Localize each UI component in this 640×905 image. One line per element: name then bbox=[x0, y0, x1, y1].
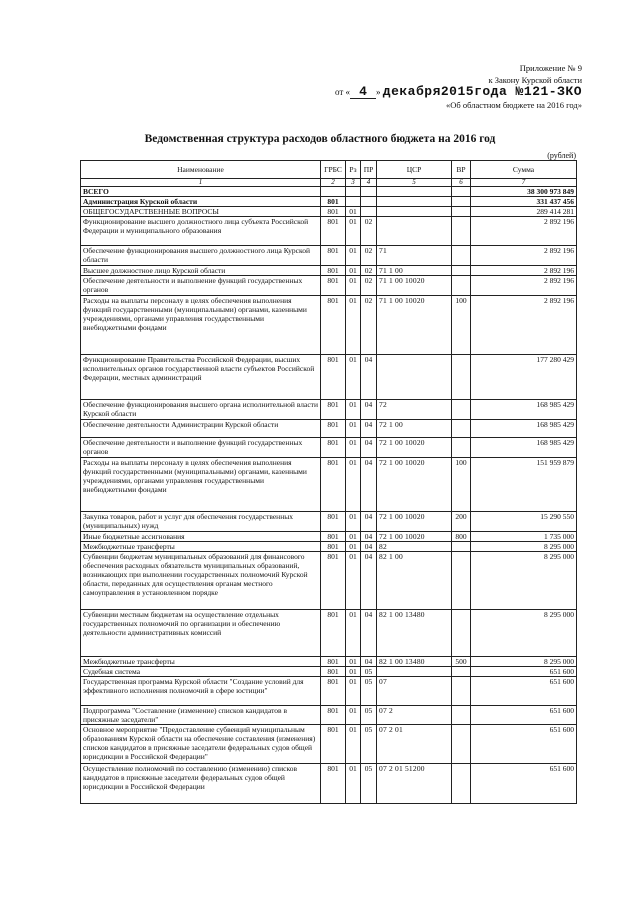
row-grbs-cell: 801 bbox=[321, 667, 346, 677]
row-rz-cell: 01 bbox=[346, 355, 361, 400]
row-name-cell: Обеспечение деятельности и выполнение функций государственных органов bbox=[81, 276, 321, 296]
row-name-cell: Обеспечение функционирования высшего должностного лица Курской области bbox=[81, 246, 321, 266]
row-pr-cell: 02 bbox=[361, 217, 377, 246]
row-vr-cell bbox=[452, 266, 471, 276]
row-pr-cell: 04 bbox=[361, 355, 377, 400]
row-csr-cell: 72 1 00 10020 bbox=[377, 512, 452, 532]
row-sum-cell: 168 985 429 bbox=[471, 400, 577, 420]
row-vr-cell bbox=[452, 400, 471, 420]
row-csr-cell: 72 1 00 10020 bbox=[377, 532, 452, 542]
row-sum-cell: 177 280 429 bbox=[471, 355, 577, 400]
row-name-cell: ВСЕГО bbox=[81, 187, 321, 197]
row-pr-cell: 02 bbox=[361, 266, 377, 276]
row-grbs-cell: 801 bbox=[321, 276, 346, 296]
row-sum-cell: 289 414 281 bbox=[471, 207, 577, 217]
row-rz-cell: 01 bbox=[346, 657, 361, 667]
row-grbs-cell: 801 bbox=[321, 438, 346, 458]
header-pr: ПР bbox=[361, 161, 377, 179]
row-name-cell: Расходы на выплаты персоналу в целях обеспечения выполнения функций государственными (муниципальными) органами, казенными учреждениями, органами управления государственными внебюджетными фондами bbox=[81, 458, 321, 512]
row-grbs-cell: 801 bbox=[321, 542, 346, 552]
table-row bbox=[81, 296, 577, 355]
date-mid: » bbox=[376, 87, 383, 97]
row-rz-cell: 01 bbox=[346, 266, 361, 276]
row-vr-cell bbox=[452, 552, 471, 610]
row-grbs-cell: 801 bbox=[321, 706, 346, 725]
row-sum-cell: 651 600 bbox=[471, 764, 577, 804]
row-grbs-cell: 801 bbox=[321, 266, 346, 276]
index-cell: 2 bbox=[321, 179, 346, 187]
row-grbs-cell: 801 bbox=[321, 512, 346, 532]
row-rz-cell: 01 bbox=[346, 512, 361, 532]
row-pr-cell: 04 bbox=[361, 420, 377, 438]
row-vr-cell bbox=[452, 246, 471, 266]
row-vr-cell: 100 bbox=[452, 296, 471, 355]
row-rz-cell: 01 bbox=[346, 552, 361, 610]
table-row bbox=[81, 217, 577, 246]
row-vr-cell bbox=[452, 355, 471, 400]
table-row bbox=[81, 438, 577, 458]
row-sum-cell: 2 892 196 bbox=[471, 276, 577, 296]
row-vr-cell bbox=[452, 725, 471, 764]
row-csr-cell bbox=[377, 667, 452, 677]
row-vr-cell: 500 bbox=[452, 657, 471, 667]
row-csr-cell: 72 1 00 bbox=[377, 420, 452, 438]
row-grbs-cell: 801 bbox=[321, 657, 346, 667]
row-sum-cell: 151 959 879 bbox=[471, 458, 577, 512]
row-sum-cell: 651 600 bbox=[471, 706, 577, 725]
row-sum-cell: 331 437 456 bbox=[471, 197, 577, 207]
row-vr-cell: 800 bbox=[452, 532, 471, 542]
header-sum: Сумма bbox=[471, 161, 577, 179]
row-rz-cell: 01 bbox=[346, 207, 361, 217]
row-rz-cell: 01 bbox=[346, 458, 361, 512]
table-row bbox=[81, 706, 577, 725]
row-pr-cell: 04 bbox=[361, 458, 377, 512]
appendix-law-ref: к Закону Курской области bbox=[488, 75, 582, 85]
row-rz-cell: 01 bbox=[346, 764, 361, 804]
row-pr-cell: 04 bbox=[361, 512, 377, 532]
row-grbs-cell: 801 bbox=[321, 677, 346, 706]
row-pr-cell: 04 bbox=[361, 552, 377, 610]
row-vr-cell: 200 bbox=[452, 512, 471, 532]
row-grbs-cell: 801 bbox=[321, 207, 346, 217]
date-handwritten: декабря2015года №121-ЗКО bbox=[382, 84, 582, 99]
row-pr-cell: 04 bbox=[361, 657, 377, 667]
row-pr-cell: 04 bbox=[361, 610, 377, 657]
index-cell: 4 bbox=[361, 179, 377, 187]
row-rz-cell: 01 bbox=[346, 706, 361, 725]
row-pr-cell: 04 bbox=[361, 532, 377, 542]
document-title: Ведомственная структура расходов областного бюджета на 2016 год bbox=[144, 133, 496, 145]
index-cell: 1 bbox=[81, 179, 321, 187]
row-name-cell: Государственная программа Курской области "Создание условий для эффективного исполнения полномочий в сфере юстиции" bbox=[81, 677, 321, 706]
row-name-cell: Осуществление полномочий по составлению (изменению) списков кандидатов в присяжные заседатели федеральных судов общей юрисдикции в Российской Федерации bbox=[81, 764, 321, 804]
row-grbs-cell: 801 bbox=[321, 532, 346, 542]
table-row bbox=[81, 542, 577, 552]
row-pr-cell: 02 bbox=[361, 296, 377, 355]
row-name-cell: Администрация Курской области bbox=[81, 197, 321, 207]
index-cell: 7 bbox=[471, 179, 577, 187]
row-sum-cell: 38 300 973 849 bbox=[471, 187, 577, 197]
row-pr-cell: 04 bbox=[361, 438, 377, 458]
row-rz-cell: 01 bbox=[346, 217, 361, 246]
row-rz-cell: 01 bbox=[346, 246, 361, 266]
row-vr-cell bbox=[452, 610, 471, 657]
row-grbs-cell: 801 bbox=[321, 246, 346, 266]
row-grbs-cell: 801 bbox=[321, 420, 346, 438]
table-row bbox=[81, 266, 577, 276]
row-pr-cell bbox=[361, 197, 377, 207]
table-row bbox=[81, 355, 577, 400]
row-vr-cell bbox=[452, 677, 471, 706]
row-name-cell: Субвенции местным бюджетам на осуществление отдельных государственных полномочий по организации и обеспечению деятельности административных комиссий bbox=[81, 610, 321, 657]
row-rz-cell: 01 bbox=[346, 400, 361, 420]
row-grbs-cell: 801 bbox=[321, 610, 346, 657]
header-rz: Рз bbox=[346, 161, 361, 179]
table-row bbox=[81, 725, 577, 764]
row-csr-cell bbox=[377, 187, 452, 197]
row-sum-cell: 168 985 429 bbox=[471, 438, 577, 458]
appendix-date-line bbox=[332, 86, 582, 99]
table-row bbox=[81, 532, 577, 542]
row-vr-cell bbox=[452, 667, 471, 677]
table-row bbox=[81, 458, 577, 512]
row-name-cell: Иные бюджетные ассигнования bbox=[81, 532, 321, 542]
row-csr-cell: 07 bbox=[377, 677, 452, 706]
row-sum-cell: 651 600 bbox=[471, 677, 577, 706]
table-row bbox=[81, 764, 577, 804]
row-rz-cell: 01 bbox=[346, 420, 361, 438]
table-row bbox=[81, 197, 577, 207]
row-csr-cell: 82 bbox=[377, 542, 452, 552]
row-grbs-cell: 801 bbox=[321, 764, 346, 804]
row-vr-cell bbox=[452, 438, 471, 458]
row-sum-cell: 2 892 196 bbox=[471, 266, 577, 276]
row-rz-cell: 01 bbox=[346, 610, 361, 657]
appendix-number: Приложение № 9 bbox=[519, 63, 582, 73]
row-csr-cell: 07 2 01 51200 bbox=[377, 764, 452, 804]
row-grbs-cell: 801 bbox=[321, 197, 346, 207]
row-rz-cell: 01 bbox=[346, 532, 361, 542]
row-csr-cell bbox=[377, 355, 452, 400]
row-name-cell: ОБЩЕГОСУДАРСТВЕННЫЕ ВОПРОСЫ bbox=[81, 207, 321, 217]
row-name-cell: Расходы на выплаты персоналу в целях обеспечения выполнения функций государственными (муниципальными) органами, казенными учреждениями, органами управления государственными внебюджетными фондами bbox=[81, 296, 321, 355]
row-rz-cell: 01 bbox=[346, 725, 361, 764]
row-grbs-cell: 801 bbox=[321, 217, 346, 246]
table-row bbox=[81, 420, 577, 438]
row-rz-cell: 01 bbox=[346, 677, 361, 706]
row-sum-cell: 8 295 000 bbox=[471, 610, 577, 657]
row-pr-cell: 05 bbox=[361, 706, 377, 725]
table-row bbox=[81, 400, 577, 420]
row-csr-cell: 82 1 00 bbox=[377, 552, 452, 610]
row-grbs-cell: 801 bbox=[321, 400, 346, 420]
table-row bbox=[81, 246, 577, 266]
row-name-cell: Субвенции бюджетам муниципальных образований для финансового обеспечения расходных обязательств муниципальных образований, возникающих при выполнении государственных полномочий Курской области, переданных для осуществления органам местного самоуправления в установленном порядке bbox=[81, 552, 321, 610]
header-name: Наименование bbox=[81, 161, 321, 179]
appendix-law-title: «Об областном бюджете на 2016 год» bbox=[446, 100, 582, 110]
row-vr-cell: 100 bbox=[452, 458, 471, 512]
budget-table bbox=[80, 160, 577, 804]
table-row bbox=[81, 276, 577, 296]
row-pr-cell: 02 bbox=[361, 276, 377, 296]
row-sum-cell: 2 892 196 bbox=[471, 296, 577, 355]
appendix-header bbox=[332, 62, 582, 111]
index-cell: 5 bbox=[377, 179, 452, 187]
row-name-cell: Судебная система bbox=[81, 667, 321, 677]
row-rz-cell: 01 bbox=[346, 296, 361, 355]
row-name-cell: Обеспечение деятельности и выполнение функций государственных органов bbox=[81, 438, 321, 458]
row-sum-cell: 2 892 196 bbox=[471, 217, 577, 246]
row-name-cell: Высшее должностное лицо Курской области bbox=[81, 266, 321, 276]
header-csr: ЦСР bbox=[377, 161, 452, 179]
row-grbs-cell: 801 bbox=[321, 458, 346, 512]
row-sum-cell: 8 295 000 bbox=[471, 552, 577, 610]
row-vr-cell bbox=[452, 217, 471, 246]
row-pr-cell: 05 bbox=[361, 677, 377, 706]
index-cell: 3 bbox=[346, 179, 361, 187]
row-sum-cell: 8 295 000 bbox=[471, 657, 577, 667]
table-row bbox=[81, 552, 577, 610]
row-rz-cell: 01 bbox=[346, 667, 361, 677]
row-sum-cell: 15 290 550 bbox=[471, 512, 577, 532]
row-name-cell: Обеспечение деятельности Администрации Курской области bbox=[81, 420, 321, 438]
row-csr-cell: 82 1 00 13480 bbox=[377, 657, 452, 667]
row-csr-cell bbox=[377, 207, 452, 217]
table-row bbox=[81, 657, 577, 667]
table-row bbox=[81, 667, 577, 677]
row-vr-cell bbox=[452, 706, 471, 725]
row-rz-cell: 01 bbox=[346, 276, 361, 296]
date-day: 4 bbox=[350, 86, 376, 99]
row-grbs-cell: 801 bbox=[321, 725, 346, 764]
row-csr-cell: 07 2 01 bbox=[377, 725, 452, 764]
row-csr-cell: 72 bbox=[377, 400, 452, 420]
row-sum-cell: 651 600 bbox=[471, 667, 577, 677]
row-rz-cell: 01 bbox=[346, 542, 361, 552]
row-rz-cell: 01 bbox=[346, 438, 361, 458]
row-csr-cell bbox=[377, 197, 452, 207]
row-csr-cell bbox=[377, 217, 452, 246]
row-csr-cell: 71 1 00 10020 bbox=[377, 276, 452, 296]
row-rz-cell bbox=[346, 187, 361, 197]
row-grbs-cell: 801 bbox=[321, 552, 346, 610]
table-row bbox=[81, 512, 577, 532]
row-csr-cell: 71 1 00 bbox=[377, 266, 452, 276]
row-grbs-cell: 801 bbox=[321, 296, 346, 355]
units-label: (рублей) bbox=[547, 151, 576, 160]
row-pr-cell: 04 bbox=[361, 400, 377, 420]
row-name-cell: Функционирование высшего должностного лица субъекта Российской Федерации и муниципального образования bbox=[81, 217, 321, 246]
row-vr-cell bbox=[452, 764, 471, 804]
row-pr-cell: 05 bbox=[361, 725, 377, 764]
index-cell: 6 bbox=[452, 179, 471, 187]
row-vr-cell bbox=[452, 197, 471, 207]
row-pr-cell bbox=[361, 187, 377, 197]
row-name-cell: Подпрограмма "Составление (изменение) списков кандидатов в присяжные заседатели" bbox=[81, 706, 321, 725]
row-rz-cell bbox=[346, 197, 361, 207]
table-row bbox=[81, 610, 577, 657]
row-sum-cell: 2 892 196 bbox=[471, 246, 577, 266]
row-vr-cell bbox=[452, 207, 471, 217]
row-name-cell: Межбюджетные трансферты bbox=[81, 657, 321, 667]
row-pr-cell: 05 bbox=[361, 667, 377, 677]
table-row bbox=[81, 207, 577, 217]
row-pr-cell: 05 bbox=[361, 764, 377, 804]
table-header-row bbox=[81, 161, 577, 179]
table-row bbox=[81, 187, 577, 197]
row-pr-cell: 02 bbox=[361, 246, 377, 266]
row-vr-cell bbox=[452, 542, 471, 552]
date-prefix: от « bbox=[334, 87, 351, 97]
row-sum-cell: 168 985 429 bbox=[471, 420, 577, 438]
row-name-cell: Основное мероприятие "Предоставление субвенций муниципальным образованиям Курской области на обеспечение составления (изменения) списков кандидатов в присяжные заседатели федеральных судов общей юрисдикции в Российской Федерации" bbox=[81, 725, 321, 764]
row-csr-cell: 72 1 00 10020 bbox=[377, 458, 452, 512]
row-sum-cell: 1 735 000 bbox=[471, 532, 577, 542]
row-grbs-cell: 801 bbox=[321, 355, 346, 400]
header-grbs: ГРБС bbox=[321, 161, 346, 179]
row-vr-cell bbox=[452, 187, 471, 197]
row-csr-cell: 71 bbox=[377, 246, 452, 266]
row-name-cell: Функционирование Правительства Российской Федерации, высших исполнительных органов государственной власти субъектов Российской Федерации, местных администраций bbox=[81, 355, 321, 400]
row-csr-cell: 07 2 bbox=[377, 706, 452, 725]
row-name-cell: Обеспечение функционирования высшего органа исполнительной власти Курской области bbox=[81, 400, 321, 420]
row-grbs-cell bbox=[321, 187, 346, 197]
row-name-cell: Закупка товаров, работ и услуг для обеспечения государственных (муниципальных) нужд bbox=[81, 512, 321, 532]
row-pr-cell bbox=[361, 207, 377, 217]
header-vr: ВР bbox=[452, 161, 471, 179]
row-sum-cell: 651 600 bbox=[471, 725, 577, 764]
row-name-cell: Межбюджетные трансферты bbox=[81, 542, 321, 552]
row-vr-cell bbox=[452, 276, 471, 296]
row-csr-cell: 72 1 00 10020 bbox=[377, 438, 452, 458]
row-sum-cell: 8 295 000 bbox=[471, 542, 577, 552]
row-csr-cell: 82 1 00 13480 bbox=[377, 610, 452, 657]
row-csr-cell: 71 1 00 10020 bbox=[377, 296, 452, 355]
row-pr-cell: 04 bbox=[361, 542, 377, 552]
table-index-row bbox=[81, 179, 577, 187]
row-vr-cell bbox=[452, 420, 471, 438]
table-row bbox=[81, 677, 577, 706]
